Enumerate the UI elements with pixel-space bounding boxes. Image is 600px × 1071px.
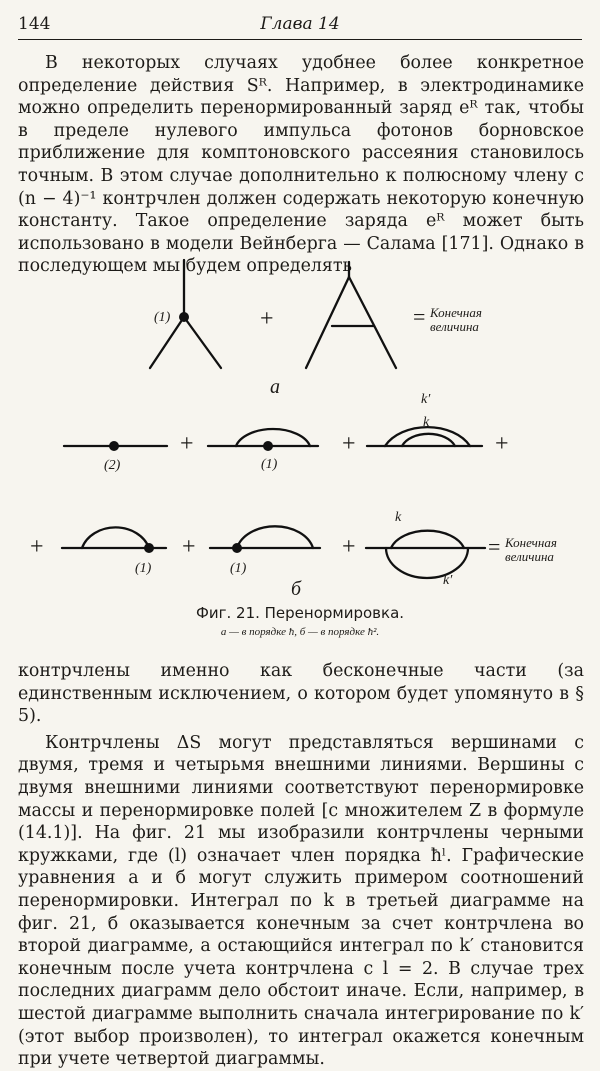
paragraph-1: В некоторых случаях удобнее более конкретное определение действия Sᴿ. Например, в электродинамике можно определить перенормированный заряд eᴿ так, чтобы в пределе нулевого импульса фотонов борновское приближение для комптоновского рассеяния становилось точным. В этом случае дополнительно к полюсному члену с (n − 4)⁻¹ контрчлен должен содержать некоторую конечную константу. Такое определение заряда eᴿ может быть использовано в модели Вейнберга — Салама [171]. Однако в последующем мы будем определять xyxy=(18,53,584,277)
plus-b5: + xyxy=(182,534,196,560)
diagram-a1-counterterm-dot xyxy=(179,312,189,322)
diagram-b2 xyxy=(208,429,318,451)
finite-label-b-1: Конечная xyxy=(505,535,557,550)
diagram-b1 xyxy=(64,441,167,451)
diagram-b1-dot xyxy=(109,441,119,451)
finite-label-a-1: Конечная xyxy=(430,305,482,320)
header-rule xyxy=(18,39,582,40)
figure-letter-a: а xyxy=(270,376,280,398)
diagram-b6 xyxy=(366,531,485,578)
label-a1-order: (1) xyxy=(154,310,171,325)
diagram-b5 xyxy=(210,526,320,553)
paragraph-block-bottom xyxy=(18,660,584,1071)
diagram-b2-arc xyxy=(236,429,310,446)
diagram-b6-lower-arc xyxy=(386,548,468,578)
diagram-a2-right-leg xyxy=(349,277,396,368)
diagram-a2-left-leg xyxy=(306,277,349,368)
diagram-b4-dot xyxy=(144,543,154,553)
diagram-a1-right-leg xyxy=(184,317,221,368)
paragraph-2: контрчлены именно как бесконечные части (за единственным исключением, о котором будет упомянуто в § 5). xyxy=(18,661,584,727)
plus-b2: + xyxy=(342,431,356,457)
diagram-b3-inner-arc xyxy=(402,434,455,446)
figure-caption: Фиг. 21. Перенормировка. xyxy=(195,604,405,622)
finite-label-b-2: величина xyxy=(505,549,554,564)
diagram-b4 xyxy=(62,527,166,553)
equals-b: = xyxy=(488,534,501,559)
label-k: k xyxy=(423,415,430,430)
diagram-b6-upper-arc xyxy=(391,531,464,548)
label-b5-order: (1) xyxy=(230,561,247,576)
plus-b1: + xyxy=(180,431,194,457)
label-b2-order: (1) xyxy=(261,457,278,472)
plus-b4: + xyxy=(30,534,44,560)
diagram-b5-dot xyxy=(232,543,242,553)
page-number: 144 xyxy=(18,14,51,34)
figure-21 xyxy=(0,250,600,650)
label-b4-order: (1) xyxy=(135,561,152,576)
label-k2: k xyxy=(395,510,402,525)
figure-subcaption: а — в порядке ħ, б — в порядке ħ². xyxy=(220,626,380,638)
figure-letter-b: б xyxy=(291,578,302,600)
diagram-b4-arc xyxy=(82,527,149,548)
plus-b6: + xyxy=(342,534,356,560)
paragraph-block-top xyxy=(18,52,584,278)
equals-a: = xyxy=(413,304,426,329)
finite-label-a-2: величина xyxy=(430,319,479,334)
label-k-prime: k′ xyxy=(421,392,431,407)
paragraph-3: Контрчлены ΔS могут представляться вершинами с двумя, тремя и четырьмя внешними линиями. Вершины с двумя внешними линиями соответствуют перенормировке массы и перенормировке полей [с множителем Z в формуле (14.1)]. На фиг. 21 мы изобразили контрчлены черными кружками, где (l) означает член порядка ħˡ. Графические уравнения a и б могут служить примером соотношений перенормировки. Интеграл по k в третьей диаграмме на фиг. 21, б оказывается конечным за счет контрчлена во второй диаграмме, а остающийся интеграл по k′ становится конечным после учета контрчлена с l = 2. В случае трех последних диаграмм дело обстоит иначе. Если, например, в шестой диаграмме выполнить сначала интегрирование по k′ (этот выбор произволен), то интеграл окажется конечным при учете четвертой диаграммы. xyxy=(18,732,584,1070)
diagram-a2 xyxy=(306,262,396,368)
chapter-title: Глава 14 xyxy=(260,14,340,34)
diagram-b2-dot xyxy=(263,441,273,451)
label-k-prime2: k′ xyxy=(443,573,453,588)
plus-b3: + xyxy=(495,431,509,457)
label-b1-order: (2) xyxy=(104,458,121,473)
plus-a: + xyxy=(260,306,274,332)
diagram-b5-arc xyxy=(237,526,313,548)
